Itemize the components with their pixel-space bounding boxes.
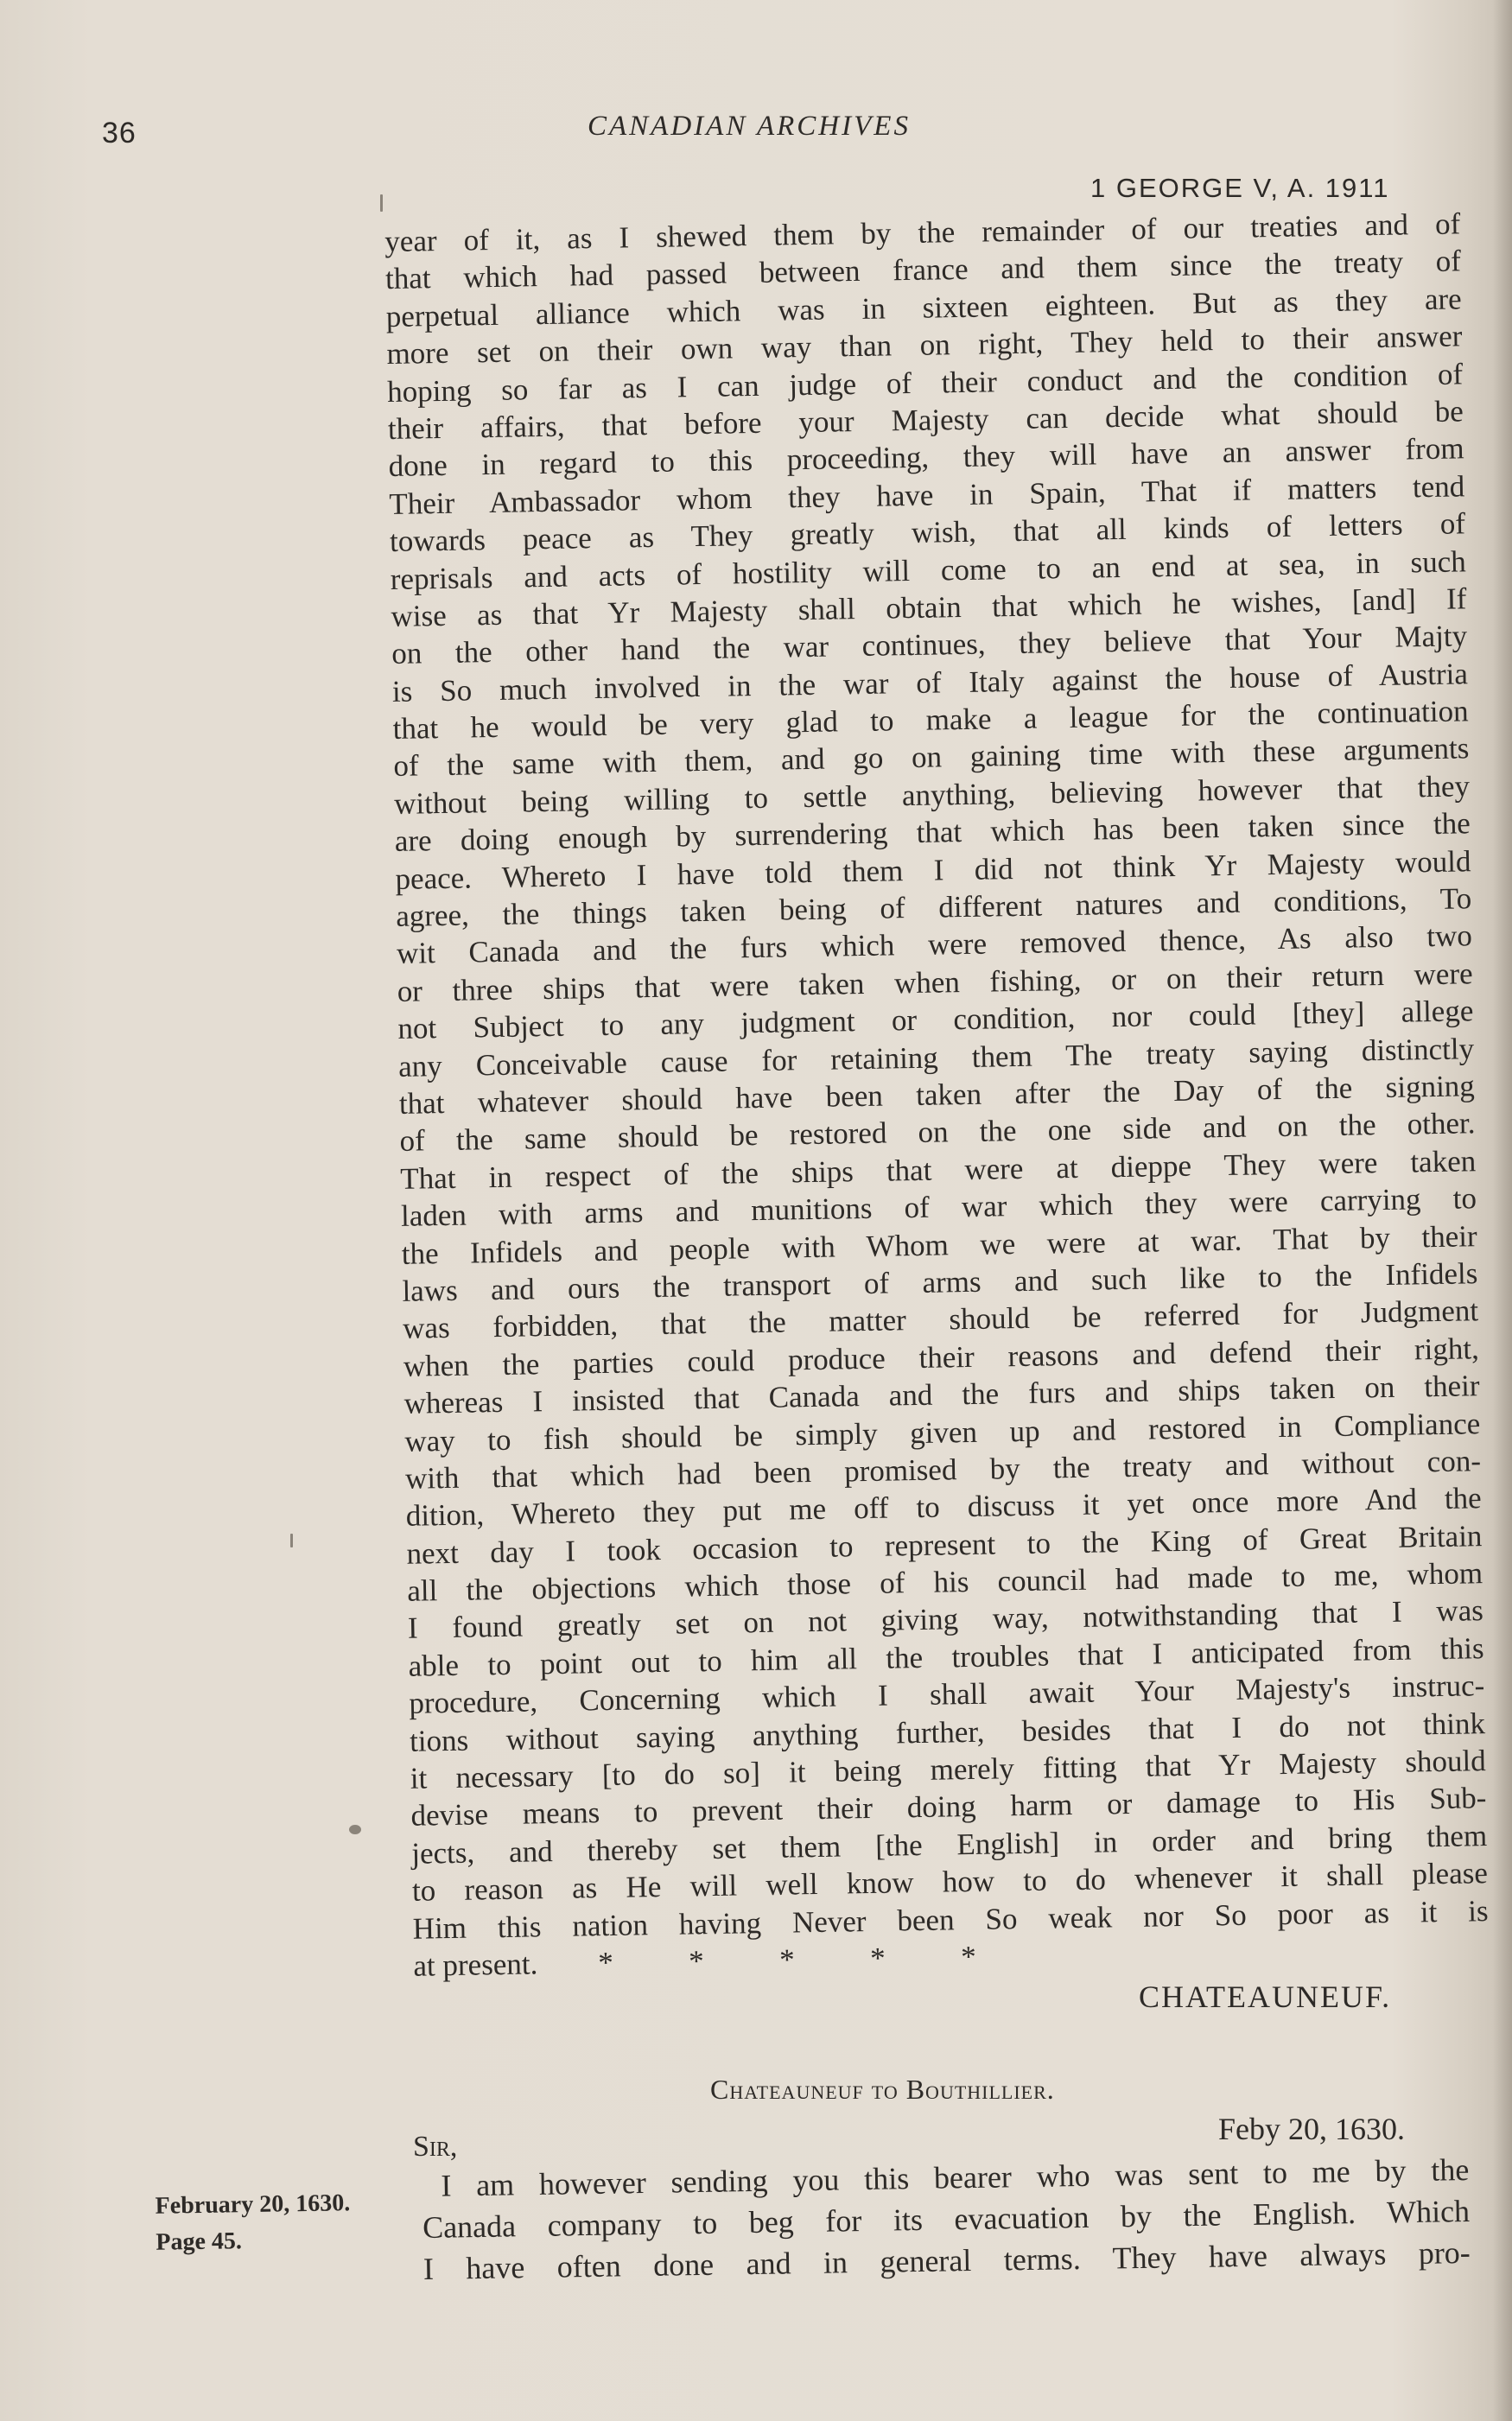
text-line: laws and ours the transport of arms and such like to the Infidels bbox=[402, 1256, 1478, 1308]
text-line: that which had passed between france and them since the treaty of bbox=[384, 244, 1462, 296]
text-line: to reason as He will well know how to do whenever it shall please bbox=[411, 1856, 1489, 1908]
text-line: perpetual alliance which was in sixteen eighteen. But as they are bbox=[385, 282, 1462, 334]
text-line: their affairs, that before your Majesty can decide what should be bbox=[387, 394, 1464, 446]
text-line: laden with arms and munitions of war which they were carrying to bbox=[400, 1181, 1477, 1233]
text-line: wise as that Yr Majesty shall obtain that which he wishes, [and] If bbox=[391, 581, 1467, 633]
text-line: when the parties could produce their reasons and defend their right, bbox=[403, 1331, 1480, 1383]
text-line: way to fish should be simply given up and restored in Compliance bbox=[404, 1406, 1481, 1458]
page-shadow-edge bbox=[1493, 0, 1512, 2421]
text-line: of the same with them, and go on gaining time with these arguments bbox=[393, 731, 1470, 784]
text-line: of the same should be restored on the one side and on the other. bbox=[399, 1106, 1476, 1159]
text-line: done in regard to this proceeding, they will have an answer from bbox=[388, 431, 1464, 484]
text-line: peace. Whereto I have told them I did not think Yr Majesty would bbox=[395, 843, 1471, 896]
text-line: Him this nation having Never been So weak nor So poor as it is bbox=[412, 1893, 1489, 1946]
text-line: procedure, Concerning which I shall await Your Majesty's instruc- bbox=[409, 1668, 1485, 1720]
text-line: jects, and thereby set them [the English] in order and bring them bbox=[410, 1818, 1488, 1871]
text-line: devise means to prevent their doing harm or damage to His Sub- bbox=[410, 1781, 1487, 1833]
paper-mark bbox=[380, 194, 383, 212]
text-line: are doing enough by surrendering that which has been taken since the bbox=[394, 806, 1471, 859]
text-line: or three ships that were taken when fishing, or on their return were bbox=[397, 956, 1473, 1008]
margin-note-page: Page 45. bbox=[156, 2227, 243, 2256]
text-line: year of it, as I shewed them by the remainder of our treaties and of bbox=[384, 207, 1461, 258]
letter-text bbox=[422, 2149, 1471, 2290]
paper-mark bbox=[290, 1534, 293, 1547]
text-line: tions without saying anything further, besides that I do not think bbox=[409, 1706, 1486, 1758]
text-line: it necessary [to do so] it being merely fitting that Yr Majesty should bbox=[410, 1744, 1487, 1795]
text-line: reprisals and acts of hostility will come to an end at sea, in such bbox=[390, 543, 1466, 596]
text-line: That in respect of the ships that were at dieppe They were taken bbox=[400, 1143, 1477, 1196]
paper-speck bbox=[349, 1825, 361, 1834]
margin-note-date: February 20, 1630. bbox=[155, 2189, 351, 2220]
text-line: any Conceivable cause for retaining them The treaty saying distinctly bbox=[397, 1031, 1475, 1083]
text-line: wit Canada and the furs which were removed thence, As also two bbox=[396, 918, 1473, 971]
text-line: next day I took occasion to represent to the King of Great Britain bbox=[406, 1518, 1483, 1571]
body-text bbox=[384, 205, 1490, 1985]
text-line: more set on their own way than on right, They held to their answer bbox=[386, 319, 1463, 372]
text-line: was forbidden, that the matter should be referred for Judgment bbox=[402, 1293, 1479, 1346]
letter-date: Feby 20, 1630. bbox=[1218, 2112, 1405, 2146]
text-line: all the objections which those of his council had made to me, whom bbox=[406, 1556, 1483, 1608]
letter-line: I have often done and in general terms. They have always pro- bbox=[422, 2234, 1471, 2286]
text-line: towards peace as They greatly wish, that all kinds of letters of bbox=[389, 506, 1466, 559]
text-line: is So much involved in the war of Italy against the house of Austria bbox=[391, 656, 1469, 709]
salutation: Sir, bbox=[413, 2131, 458, 2163]
text-line: with that which had been promised by the treaty and without con- bbox=[404, 1444, 1482, 1496]
text-line: that whatever should have been taken after the Day of the signing bbox=[398, 1069, 1476, 1121]
text-line: that he would be very glad to make a league for the continuation bbox=[392, 694, 1469, 746]
letter-line: I am however sending you this bearer who was sent to me by the bbox=[441, 2151, 1470, 2203]
text-line: whereas I insisted that Canada and the furs and ships taken on their bbox=[403, 1369, 1480, 1420]
margin-note bbox=[155, 2185, 351, 2261]
text-line: hoping so far as I can judge of their conduct and the condition of bbox=[386, 356, 1464, 409]
page-number: 36 bbox=[102, 117, 137, 149]
running-title: CANADIAN ARCHIVES bbox=[588, 111, 911, 142]
text-line: on the other hand the war continues, they believe that Your Majty bbox=[391, 619, 1468, 671]
text-line: agree, the things taken being of different natures and conditions, To bbox=[395, 881, 1472, 933]
text-line: at present. * * * * * bbox=[413, 1939, 977, 1983]
text-line: I found greatly set on not giving way, notwithstanding that I was bbox=[407, 1593, 1484, 1646]
text-line: not Subject to any judgment or condition, nor could [they] allege bbox=[397, 994, 1474, 1046]
letter-heading: Chateauneuf to Bouthillier. bbox=[710, 2074, 1055, 2105]
text-line: without being willing to settle anything, believing however that they bbox=[393, 769, 1471, 821]
text-line: dition, Whereto they put me off to discuss it yet once more And the bbox=[405, 1481, 1482, 1534]
letter-line: Canada company to beg for its evacuation by the English. Which bbox=[422, 2193, 1471, 2245]
text-line: able to point out to him all the troubles that I anticipated from this bbox=[408, 1630, 1484, 1683]
signature: CHATEAUNEUF. bbox=[1139, 1979, 1392, 2014]
text-line: the Infidels and people with Whom we were at war. That by their bbox=[401, 1218, 1477, 1271]
text-line: Their Ambassador whom they have in Spain, That if matters tend bbox=[389, 469, 1465, 521]
session-line: 1 GEORGE V, A. 1911 bbox=[1090, 173, 1390, 203]
